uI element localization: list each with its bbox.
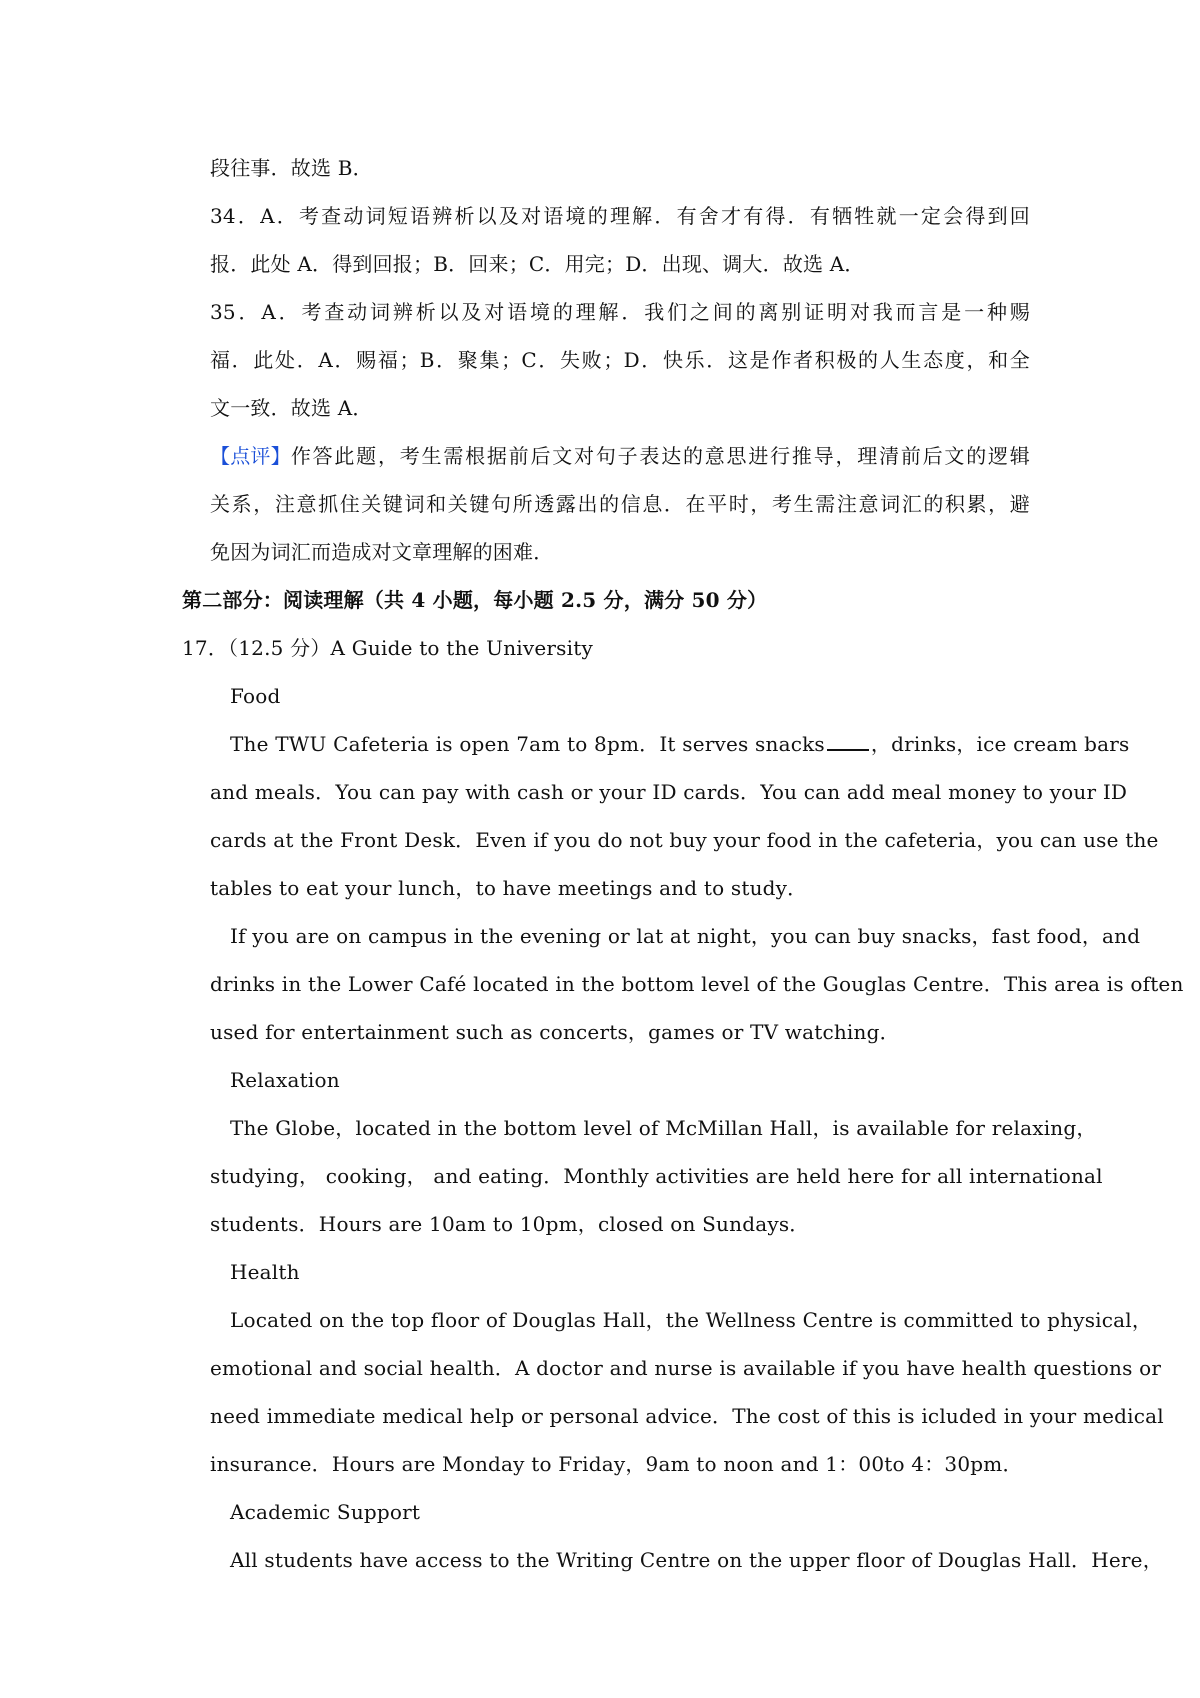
text-segment: ，drinks，ice cream bars <box>870 732 1130 756</box>
text-line: emotional and social health．A doctor and nurse is available if you have health questions or <box>210 1356 1162 1380</box>
text-line: used for entertainment such as concerts，games or TV watching． <box>210 1020 900 1044</box>
question-title: 17．（12.5 分）A Guide to the University <box>182 636 593 660</box>
text-line: cards at the Front Desk．Even if you do not buy your food in the cafeteria，you can use the <box>210 828 1159 852</box>
text-line-with-blank <box>230 730 1130 758</box>
text-line: 段往事．故选 B． <box>210 156 373 180</box>
subheading-food: Food <box>230 684 281 708</box>
text-line: 文一致．故选 A． <box>210 396 373 420</box>
comment-line <box>210 442 1030 470</box>
text-line: 报．此处 A．得到回报；B．回来；C．用完；D．出现、调大．故选 A． <box>210 252 865 276</box>
text-line: and meals．You can pay with cash or your ID cards．You can add meal money to your ID <box>210 780 1128 804</box>
text-line: studying， cooking， and eating．Monthly activities are held here for all international <box>210 1164 1103 1188</box>
subheading-academic-support: Academic Support <box>230 1500 421 1524</box>
text-line: The Globe，located in the bottom level of McMillan Hall，is available for relaxing， <box>230 1116 1097 1140</box>
text-line: students．Hours are 10am to 10pm，closed on Sundays． <box>210 1212 810 1236</box>
text-line: All students have access to the Writing Centre on the upper floor of Douglas Hall．Here， <box>230 1548 1163 1572</box>
text-segment: The TWU Cafeteria is open 7am to 8pm．It serves snacks <box>230 732 825 756</box>
text-line: Located on the top floor of Douglas Hall，the Wellness Centre is committed to physical， <box>230 1308 1153 1332</box>
section-heading: 第二部分：阅读理解（共 4 小题，每小题 2.5 分，满分 50 分） <box>182 588 768 612</box>
subheading-relaxation: Relaxation <box>230 1068 340 1092</box>
text-line: 35．A．考查动词辨析以及对语境的理解．我们之间的离别证明对我而言是一种赐 <box>210 300 1030 324</box>
comment-tag: 【点评】 <box>210 444 291 468</box>
text-line: 福．此处．A．赐福；B．聚集；C．失败；D．快乐．这是作者积极的人生态度，和全 <box>210 348 1030 372</box>
text-line: insurance．Hours are Monday to Friday，9am to noon and 1：00to 4：30pm． <box>210 1452 1023 1476</box>
text-line: If you are on campus in the evening or lat at night，you can buy snacks，fast food，and <box>230 924 1141 948</box>
subheading-health: Health <box>230 1260 300 1284</box>
text-line: 34．A．考查动词短语辨析以及对语境的理解．有舍才有得．有牺牲就一定会得到回 <box>210 204 1030 228</box>
text-line: 免因为词汇而造成对文章理解的困难． <box>210 540 554 564</box>
text-line: drinks in the Lower Café located in the bottom level of the Gouglas Centre．This area is often <box>210 972 1184 996</box>
answer-blank <box>827 731 869 751</box>
comment-text: 作答此题，考生需根据前后文对句子表达的意思进行推导，理清前后文的逻辑 <box>290 444 1030 468</box>
text-line: need immediate medical help or personal advice．The cost of this is icluded in your medical <box>210 1404 1164 1428</box>
text-line: tables to eat your lunch，to have meetings and to study． <box>210 876 808 900</box>
text-line: 关系，注意抓住关键词和关键句所透露出的信息．在平时，考生需注意词汇的积累，避 <box>210 492 1030 516</box>
